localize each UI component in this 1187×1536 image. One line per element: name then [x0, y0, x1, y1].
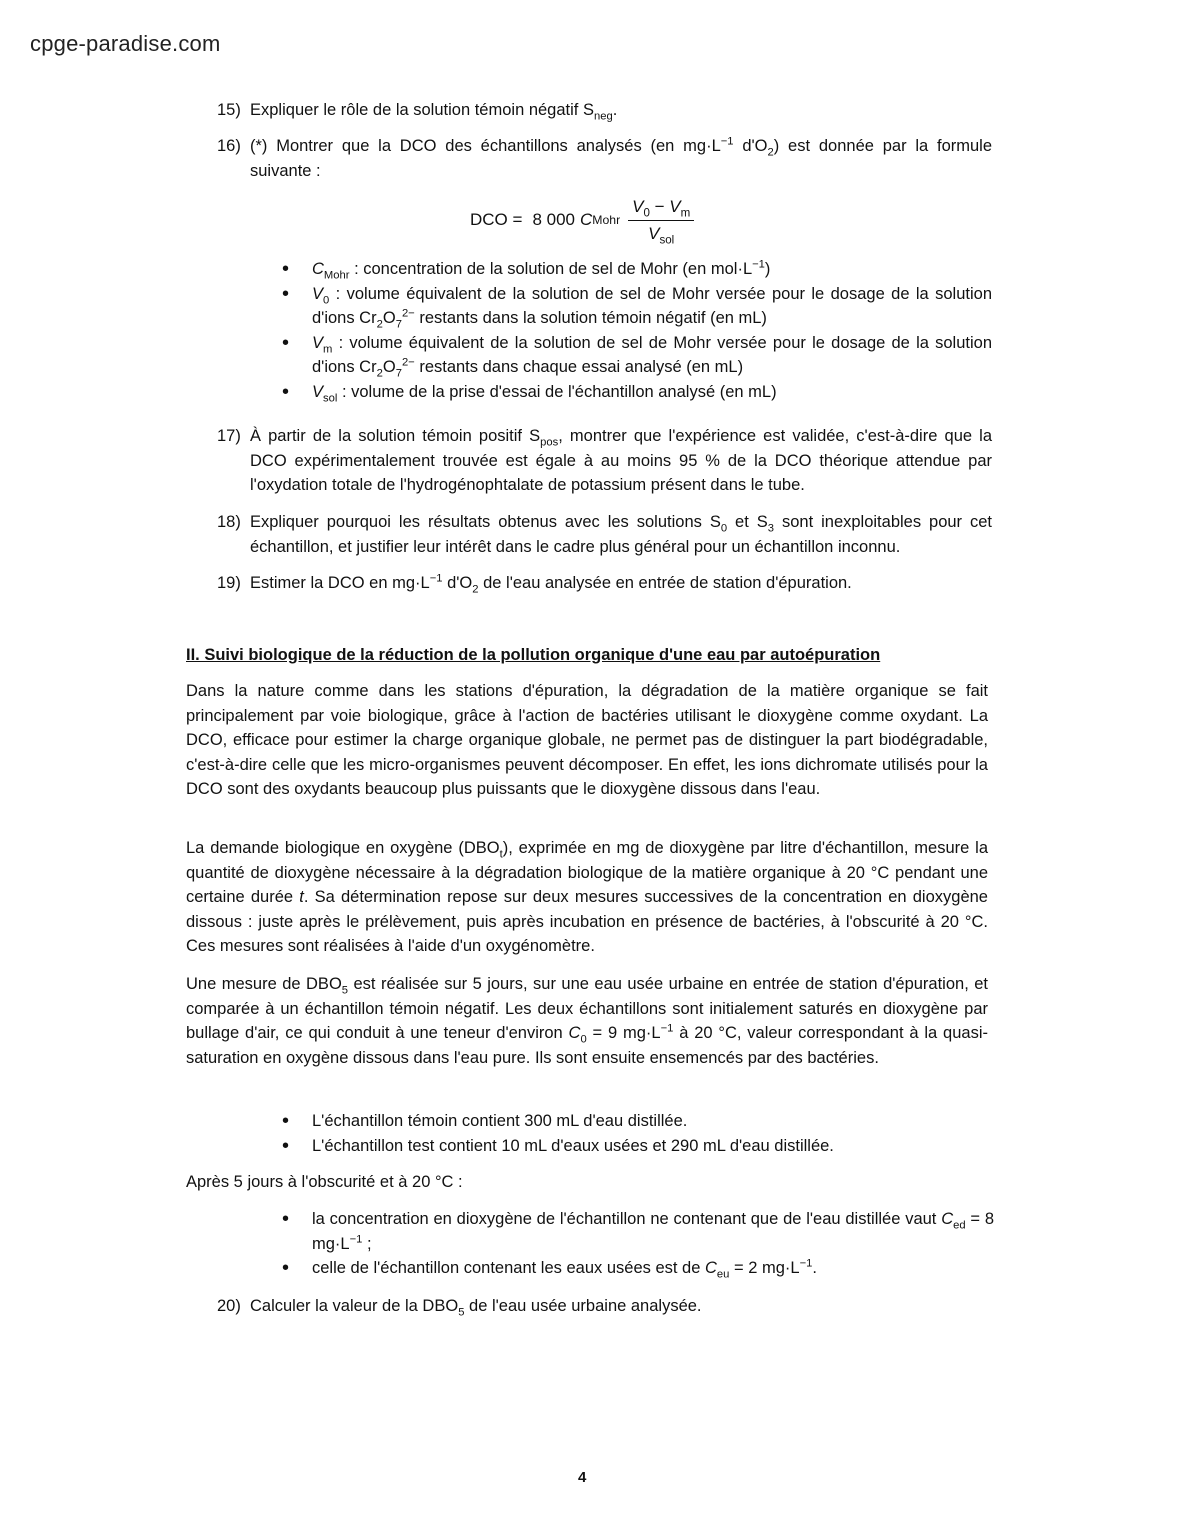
dco-formula: DCO = 8 000 C Mohr $\frac{V_0 - V_m}{V_{sol}}$	[470, 193, 694, 247]
symbol: C	[705, 1259, 717, 1277]
list-item	[282, 1256, 994, 1281]
text: À partir de la solution témoin positif S	[250, 427, 541, 445]
subscript: 2	[472, 583, 479, 596]
text: = 2 mg·L	[729, 1259, 800, 1277]
text: = 9 mg·L	[586, 1024, 661, 1042]
question-text	[250, 1294, 992, 1319]
superscript: −1	[429, 572, 443, 585]
subscript: pos	[540, 436, 559, 449]
subscript: sol	[323, 391, 338, 404]
text: restants dans chaque essai analysé (en mL)	[414, 358, 744, 376]
symbol: C	[941, 1210, 954, 1228]
formula-numerator	[628, 196, 694, 221]
formula-lhs: DCO =	[470, 209, 523, 229]
text: ) est donnée par la formule suivante :	[250, 137, 993, 180]
question-19	[217, 571, 992, 596]
question-text	[250, 98, 992, 123]
text: = 8 mg·L	[312, 1210, 994, 1253]
subscript: ed	[953, 1219, 966, 1232]
paragraph-dbo-definition	[186, 836, 988, 959]
subscript: 5	[341, 984, 349, 997]
question-text	[250, 571, 992, 596]
text: Calculer la valeur de la DBO	[250, 1297, 459, 1315]
text: de l'eau analysée en entrée de station d'épuration.	[478, 574, 852, 592]
list-item: • L'échantillon test contient 10 mL d'eaux usées et 290 mL d'eau distillée.	[282, 1134, 932, 1159]
text: La demande biologique en oxygène (DBO	[186, 839, 500, 857]
var: V	[648, 223, 660, 243]
formula-definitions	[282, 257, 992, 404]
text: Estimer la DCO en mg·L	[250, 574, 430, 592]
text: .	[612, 101, 618, 119]
subscript: 0	[580, 1033, 587, 1046]
symbol: V	[312, 382, 324, 401]
text: d'O	[733, 137, 768, 155]
text: (*) Montrer que la DCO des échantillons analysés (en mg·L	[250, 137, 721, 155]
superscript: −1	[752, 258, 765, 271]
symbol: t	[299, 888, 304, 906]
symbol: V	[312, 333, 324, 352]
question-text	[250, 424, 992, 498]
var: V	[632, 196, 644, 216]
subscript: 2	[376, 318, 383, 331]
text: : volume équivalent de la solution de sel de Mohr versée pour le dosage de la solution d'ions Cr	[312, 284, 992, 327]
var: V	[669, 196, 681, 216]
text: est réalisée sur 5 jours, sur une eau usée urbaine en entrée de station d'épuration, et comparée à un échantillon témoin négatif. Les deux échantillons sont initialement saturés en dioxygène par bullage d'air, ce qui conduit à une teneur d'environ	[186, 975, 988, 1042]
question-20	[217, 1294, 992, 1319]
question-15	[217, 98, 992, 123]
subscript: 2	[767, 146, 774, 159]
text: restants dans la solution témoin négatif (en mL)	[414, 309, 767, 327]
superscript: −1	[720, 135, 734, 148]
superscript: −1	[799, 1257, 813, 1270]
subscript: 0	[720, 522, 728, 535]
text: à 20 °C, valeur correspondant à la quasi-saturation en oxygène dissous dans l'eau pure. Ils sont ensuite ensemencés par des bactéries.	[186, 1024, 988, 1067]
question-number: 18)	[217, 513, 241, 531]
section-title: II. Suivi biologique de la réduction de la pollution organique d'une eau par autoépuration	[186, 646, 881, 664]
subscript: eu	[716, 1268, 730, 1281]
paragraph-intro: Dans la nature comme dans les stations d'épuration, la dégradation de la matière organique se fait principalement par voie biologique, grâce à l'action de bactéries utilisant le dioxygène comme oxydant. La DCO, efficace pour estimer la charge organique globale, ne permet pas de distinguer la part biodégradable, c'est-à-dire celle que les micro-organismes peuvent décomposer. En effet, les ions dichromate utilisés pour la DCO sont des oxydants beaucoup plus puissants que le dioxygène dissous dans l'eau.	[186, 682, 988, 798]
question-18	[217, 510, 992, 559]
text: : concentration de la solution de sel de Mohr (en mol·L	[349, 260, 753, 278]
subscript: m	[680, 206, 691, 219]
superscript: 2−	[401, 356, 415, 369]
text: Expliquer le rôle de la solution témoin négatif S	[250, 101, 594, 119]
sample-list	[282, 1109, 932, 1158]
text: et S	[727, 513, 768, 531]
text: Une mesure de DBO	[186, 975, 342, 993]
list-item	[282, 380, 992, 405]
text: sont inexploitables pour cet échantillon, et justifier leur intérêt dans le cadre plus général pour un échantillon inconnu.	[250, 513, 993, 556]
subscript: sol	[659, 233, 675, 246]
text: : volume de la prise d'essai de l'échantillon analysé (en mL)	[337, 382, 777, 401]
text: O	[382, 358, 396, 376]
question-text	[250, 134, 992, 183]
text: .	[812, 1259, 817, 1277]
subscript: m	[323, 342, 333, 355]
question-number: 17)	[217, 427, 241, 445]
list-item	[282, 331, 992, 380]
results-list	[282, 1207, 994, 1281]
watermark: cpge-paradise.com	[30, 31, 221, 56]
subscript: 3	[767, 522, 775, 535]
text: , montrer que l'expérience est validée, c'est-à-dire que la DCO expérimentalement trouvée est égale à au moins 95 % de la DCO théorique attendue par l'oxydation totale de l'hydrogénophtalate de potassium présent dans le tube.	[250, 427, 993, 494]
symbol: V	[312, 284, 324, 303]
subscript: 5	[458, 1306, 465, 1319]
text: Expliquer pourquoi les résultats obtenus avec les solutions S	[250, 513, 721, 531]
text: ), exprimée en mg de dioxygène par litre d'échantillon, mesure la quantité de dioxygène nécessaire à la dégradation biologique de la matière organique à 20 °C pendant une certaine durée	[186, 839, 988, 906]
subscript: 0	[643, 206, 650, 219]
question-number: 20)	[217, 1297, 241, 1315]
superscript: −1	[349, 1233, 363, 1245]
formula-coefficient: 8 000	[532, 209, 575, 229]
question-number: 16)	[217, 137, 241, 155]
question-text	[250, 510, 992, 559]
subscript: 7	[395, 318, 402, 331]
subscript: 0	[323, 293, 330, 306]
formula-c: C	[579, 209, 593, 229]
text: la concentration en dioxygène de l'échantillon ne contenant que de l'eau distillée vaut	[312, 1210, 942, 1228]
subscript: 2	[376, 367, 383, 380]
list-item	[282, 257, 992, 282]
symbol: C	[312, 260, 324, 278]
text: )	[764, 260, 771, 278]
paragraph-dbo5-measure	[186, 972, 988, 1070]
subscript: Mohr	[323, 269, 350, 282]
list-item	[282, 1207, 994, 1256]
text: O	[382, 309, 396, 327]
subscript: t	[499, 848, 503, 861]
operator: −	[649, 196, 670, 216]
text: de l'eau usée urbaine analysée.	[464, 1297, 702, 1315]
text: d'O	[442, 574, 473, 592]
question-number: 19)	[217, 574, 241, 592]
question-16	[217, 134, 992, 183]
text: : volume équivalent de la solution de sel de Mohr versée pour le dosage de la solution d'ions Cr	[312, 333, 992, 376]
subscript: 7	[395, 367, 402, 380]
symbol: C	[568, 1024, 581, 1042]
list-item: • L'échantillon témoin contient 300 mL d'eau distillée.	[282, 1109, 932, 1134]
text: . Sa détermination repose sur deux mesures successives de la concentration en dioxygène dissous : juste après le prélèvement, puis après incubation en présence de bactéries, à l'obscurité à 20 °C. Ces mesures sont réalisées à l'aide d'un oxygénomètre.	[186, 888, 988, 955]
page-number: 4	[578, 1469, 587, 1486]
text: ;	[362, 1234, 372, 1253]
superscript: 2−	[401, 307, 415, 320]
subscript: neg	[593, 110, 613, 123]
paragraph-after: Après 5 jours à l'obscurité et à 20 °C :	[186, 1173, 463, 1191]
list-item	[282, 282, 992, 331]
formula-fraction	[628, 196, 694, 245]
formula-denominator	[648, 221, 674, 245]
question-17	[217, 424, 992, 498]
question-number: 15)	[217, 101, 241, 119]
text: celle de l'échantillon contenant les eaux usées est de	[312, 1259, 705, 1277]
superscript: −1	[660, 1022, 674, 1035]
